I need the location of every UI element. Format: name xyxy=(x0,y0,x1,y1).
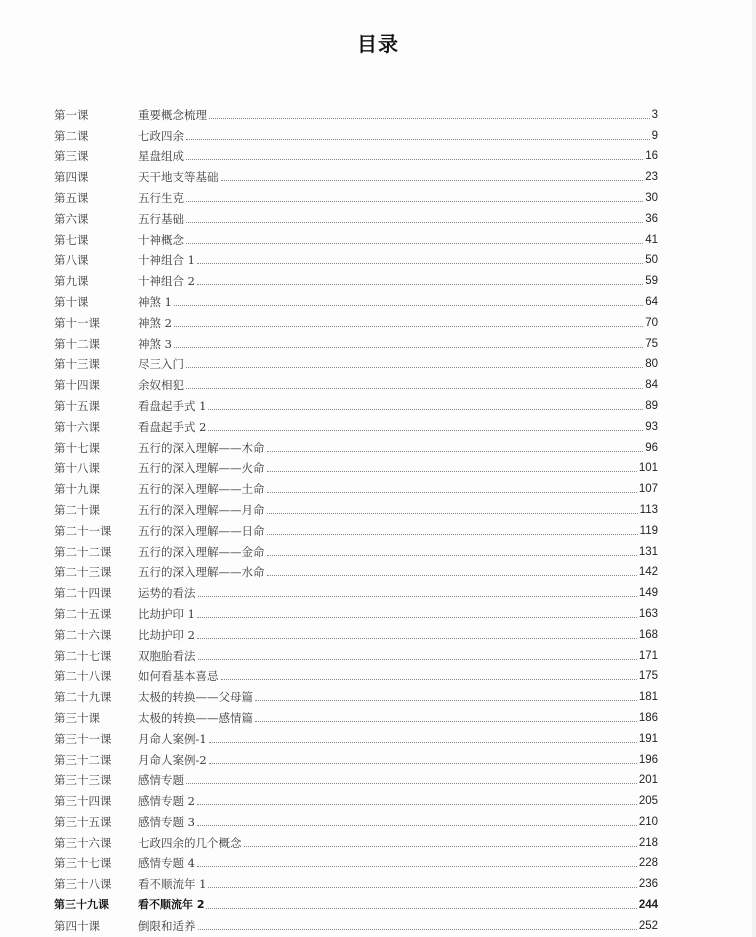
lesson-number: 第三十三课 xyxy=(54,773,112,788)
lesson-topic: 太极的转换——父母篇 xyxy=(138,690,253,705)
page-number: 131 xyxy=(638,545,658,558)
toc-entry[interactable] xyxy=(54,184,658,205)
dot-leader xyxy=(209,742,637,743)
dot-leader xyxy=(197,638,637,639)
lesson-topic: 十神组合 2 xyxy=(138,274,195,289)
toc-entry[interactable] xyxy=(54,267,658,288)
lesson-number: 第十四课 xyxy=(54,378,100,393)
dot-leader xyxy=(186,243,643,244)
page-number: 41 xyxy=(645,233,658,246)
dot-leader xyxy=(267,471,637,472)
dot-leader xyxy=(221,180,644,181)
lesson-topic: 比劫护印 1 xyxy=(138,606,195,621)
toc-entry[interactable] xyxy=(54,288,658,309)
page-number: 181 xyxy=(638,691,658,704)
page-number: 107 xyxy=(638,483,658,496)
dot-leader xyxy=(255,721,637,722)
lesson-number: 第二十七课 xyxy=(54,648,112,663)
toc-entry[interactable] xyxy=(54,371,658,392)
page-number: 3 xyxy=(651,108,658,121)
toc-entry[interactable] xyxy=(54,309,658,330)
page-number: 16 xyxy=(645,150,658,163)
toc-entry[interactable] xyxy=(54,351,658,372)
lesson-number: 第二十课 xyxy=(54,502,100,517)
toc-entry[interactable] xyxy=(54,247,658,268)
lesson-topic: 五行生克 xyxy=(138,190,184,205)
page-number: 142 xyxy=(638,566,658,579)
lesson-topic: 七政四余的几个概念 xyxy=(138,835,242,850)
lesson-topic: 天干地支等基础 xyxy=(138,170,219,185)
lesson-topic: 看不顺流年 2 xyxy=(138,898,205,912)
lesson-number: 第十课 xyxy=(54,294,89,309)
lesson-number: 第三十一课 xyxy=(54,731,112,746)
lesson-topic: 感情专题 2 xyxy=(138,794,195,809)
table-of-contents xyxy=(54,101,658,933)
toc-entry[interactable] xyxy=(54,226,658,247)
page-number: 96 xyxy=(645,441,658,454)
page-number: 113 xyxy=(639,503,658,516)
dot-leader xyxy=(209,118,650,119)
dot-leader xyxy=(186,139,650,140)
toc-entry[interactable] xyxy=(54,163,658,184)
page-number: 84 xyxy=(645,379,658,392)
lesson-number: 第二十六课 xyxy=(54,627,112,642)
toc-entry[interactable] xyxy=(54,517,658,538)
lesson-topic: 五行的深入理解——土命 xyxy=(138,482,265,497)
page-number: 80 xyxy=(645,358,658,371)
page-number: 119 xyxy=(639,524,658,537)
lesson-number: 第三十五课 xyxy=(54,814,112,829)
lesson-topic: 倒限和适养 xyxy=(138,918,196,933)
lesson-number: 第三十九课 xyxy=(54,898,109,912)
lesson-number: 第十一课 xyxy=(54,315,100,330)
dot-leader xyxy=(186,159,643,160)
page-number: 30 xyxy=(645,191,658,204)
page-number: 205 xyxy=(638,795,658,808)
toc-entry[interactable] xyxy=(54,122,658,143)
dot-leader xyxy=(267,534,638,535)
toc-entry[interactable] xyxy=(54,808,658,829)
lesson-topic: 尽三入门 xyxy=(138,357,184,372)
dot-leader xyxy=(208,887,636,888)
toc-entry[interactable] xyxy=(54,101,658,122)
toc-entry[interactable] xyxy=(54,143,658,164)
lesson-topic: 感情专题 xyxy=(138,773,184,788)
lesson-number: 第三十七课 xyxy=(54,856,112,871)
dot-leader xyxy=(267,555,637,556)
lesson-number: 第四十课 xyxy=(54,918,100,933)
page-number: 149 xyxy=(638,587,658,600)
toc-entry[interactable] xyxy=(54,663,658,684)
dot-leader xyxy=(208,430,643,431)
toc-entry[interactable] xyxy=(54,891,658,912)
lesson-number: 第二十八课 xyxy=(54,669,112,684)
lesson-number: 第十七课 xyxy=(54,440,100,455)
dot-leader xyxy=(174,326,643,327)
lesson-number: 第二十九课 xyxy=(54,690,112,705)
lesson-number: 第二课 xyxy=(54,128,89,143)
lesson-topic: 十神组合 1 xyxy=(138,253,195,268)
lesson-number: 第十九课 xyxy=(54,482,100,497)
lesson-number: 第三课 xyxy=(54,149,89,164)
dot-leader xyxy=(197,284,643,285)
lesson-number: 第六课 xyxy=(54,211,89,226)
lesson-topic: 重要概念梳理 xyxy=(138,107,207,122)
lesson-topic: 五行的深入理解——月命 xyxy=(138,502,265,517)
lesson-number: 第二十一课 xyxy=(54,523,112,538)
dot-leader xyxy=(197,866,637,867)
page-number: 101 xyxy=(638,462,658,475)
lesson-topic: 看不顺流年 1 xyxy=(138,877,207,892)
lesson-number: 第一课 xyxy=(54,107,89,122)
lesson-topic: 双胞胎看法 xyxy=(138,648,196,663)
lesson-number: 第十八课 xyxy=(54,461,100,476)
lesson-number: 第四课 xyxy=(54,170,89,185)
dot-leader xyxy=(267,575,637,576)
page-number: 50 xyxy=(645,254,658,267)
toc-entry[interactable] xyxy=(54,725,658,746)
lesson-topic: 星盘组成 xyxy=(138,149,184,164)
page-number: 163 xyxy=(638,607,658,620)
toc-entry[interactable] xyxy=(54,538,658,559)
lesson-topic: 十神概念 xyxy=(138,232,184,247)
lesson-topic: 五行的深入理解——火命 xyxy=(138,461,265,476)
page-number: 89 xyxy=(645,399,658,412)
lesson-topic: 月命人案例-1 xyxy=(138,731,207,746)
lesson-number: 第十三课 xyxy=(54,357,100,372)
dot-leader xyxy=(221,679,637,680)
dot-leader xyxy=(206,908,636,909)
lesson-number: 第三十课 xyxy=(54,710,100,725)
page-number: 252 xyxy=(638,919,658,932)
page-number: 210 xyxy=(638,815,658,828)
toc-entry[interactable] xyxy=(54,496,658,517)
lesson-number: 第十六课 xyxy=(54,419,100,434)
lesson-topic: 五行的深入理解——金命 xyxy=(138,544,265,559)
dot-leader xyxy=(174,305,643,306)
lesson-topic: 神煞 2 xyxy=(138,315,172,330)
toc-entry[interactable] xyxy=(54,787,658,808)
page-title: 目录 xyxy=(357,32,399,56)
page-number: 168 xyxy=(638,628,658,641)
dot-leader xyxy=(198,659,637,660)
toc-entry[interactable] xyxy=(54,850,658,871)
lesson-number: 第三十二课 xyxy=(54,752,112,767)
dot-leader xyxy=(197,263,643,264)
lesson-topic: 五行基础 xyxy=(138,211,184,226)
toc-entry[interactable] xyxy=(54,559,658,580)
lesson-number: 第十五课 xyxy=(54,398,100,413)
lesson-number: 第二十二课 xyxy=(54,544,112,559)
toc-entry[interactable] xyxy=(54,455,658,476)
page-number: 244 xyxy=(638,899,658,912)
page-number: 191 xyxy=(638,732,658,745)
lesson-topic: 神煞 1 xyxy=(138,294,172,309)
lesson-topic: 看盘起手式 2 xyxy=(138,419,207,434)
lesson-topic: 比劫护印 2 xyxy=(138,627,195,642)
dot-leader xyxy=(174,347,643,348)
toc-entry[interactable] xyxy=(54,746,658,767)
dot-leader xyxy=(209,763,637,764)
dot-leader xyxy=(267,451,644,452)
page-number: 175 xyxy=(638,670,658,683)
page-number: 196 xyxy=(638,753,658,766)
toc-entry[interactable] xyxy=(54,642,658,663)
dot-leader xyxy=(198,596,637,597)
dot-leader xyxy=(186,222,643,223)
toc-entry[interactable] xyxy=(54,912,658,933)
dot-leader xyxy=(267,492,637,493)
page-number: 70 xyxy=(645,316,658,329)
toc-entry[interactable] xyxy=(54,600,658,621)
lesson-topic: 看盘起手式 1 xyxy=(138,398,207,413)
toc-entry[interactable] xyxy=(54,829,658,850)
page-number: 36 xyxy=(645,212,658,225)
dot-leader xyxy=(198,929,637,930)
page-number: 23 xyxy=(645,171,658,184)
toc-entry[interactable] xyxy=(54,475,658,496)
page-number: 9 xyxy=(651,129,658,142)
toc-entry[interactable] xyxy=(54,413,658,434)
lesson-number: 第三十八课 xyxy=(54,877,112,892)
toc-entry[interactable] xyxy=(54,704,658,725)
lesson-number: 第三十六课 xyxy=(54,835,112,850)
page-number: 75 xyxy=(645,337,658,350)
page-number: 59 xyxy=(645,275,658,288)
lesson-number: 第二十四课 xyxy=(54,586,112,601)
toc-entry[interactable] xyxy=(54,683,658,704)
dot-leader xyxy=(186,201,643,202)
lesson-number: 第七课 xyxy=(54,232,89,247)
dot-leader xyxy=(197,617,637,618)
toc-entry[interactable] xyxy=(54,330,658,351)
lesson-number: 第五课 xyxy=(54,190,89,205)
toc-entry[interactable] xyxy=(54,205,658,226)
page-number: 201 xyxy=(638,774,658,787)
lesson-topic: 余奴相犯 xyxy=(138,378,184,393)
lesson-number: 第九课 xyxy=(54,274,89,289)
dot-leader xyxy=(197,804,637,805)
lesson-topic: 如何看基本喜忌 xyxy=(138,669,219,684)
dot-leader xyxy=(244,846,637,847)
page-number: 218 xyxy=(638,836,658,849)
lesson-number: 第十二课 xyxy=(54,336,100,351)
lesson-number: 第二十三课 xyxy=(54,565,112,580)
page-number: 236 xyxy=(638,878,658,891)
lesson-topic: 运势的看法 xyxy=(138,586,196,601)
lesson-number: 第八课 xyxy=(54,253,89,268)
toc-entry[interactable] xyxy=(54,621,658,642)
toc-entry[interactable] xyxy=(54,392,658,413)
page-edge xyxy=(752,0,756,937)
dot-leader xyxy=(186,388,643,389)
lesson-topic: 五行的深入理解——水命 xyxy=(138,565,265,580)
toc-entry[interactable] xyxy=(54,870,658,891)
toc-entry[interactable] xyxy=(54,434,658,455)
toc-entry[interactable] xyxy=(54,767,658,788)
lesson-topic: 感情专题 4 xyxy=(138,856,195,871)
lesson-topic: 七政四余 xyxy=(138,128,184,143)
lesson-number: 第二十五课 xyxy=(54,606,112,621)
page-number: 93 xyxy=(645,420,658,433)
dot-leader xyxy=(255,700,637,701)
lesson-topic: 感情专题 3 xyxy=(138,814,195,829)
lesson-number: 第三十四课 xyxy=(54,794,112,809)
lesson-topic: 神煞 3 xyxy=(138,336,172,351)
lesson-topic: 五行的深入理解——日命 xyxy=(138,523,265,538)
lesson-topic: 太极的转换——感情篇 xyxy=(138,710,253,725)
lesson-topic: 五行的深入理解——木命 xyxy=(138,440,265,455)
lesson-topic: 月命人案例-2 xyxy=(138,752,207,767)
dot-leader xyxy=(186,783,637,784)
page-number: 64 xyxy=(645,295,658,308)
dot-leader xyxy=(208,409,643,410)
page-number: 171 xyxy=(638,649,658,662)
toc-entry[interactable] xyxy=(54,579,658,600)
dot-leader xyxy=(267,513,638,514)
dot-leader xyxy=(186,367,643,368)
dot-leader xyxy=(197,825,637,826)
page-number: 228 xyxy=(638,857,658,870)
page-number: 186 xyxy=(638,711,658,724)
